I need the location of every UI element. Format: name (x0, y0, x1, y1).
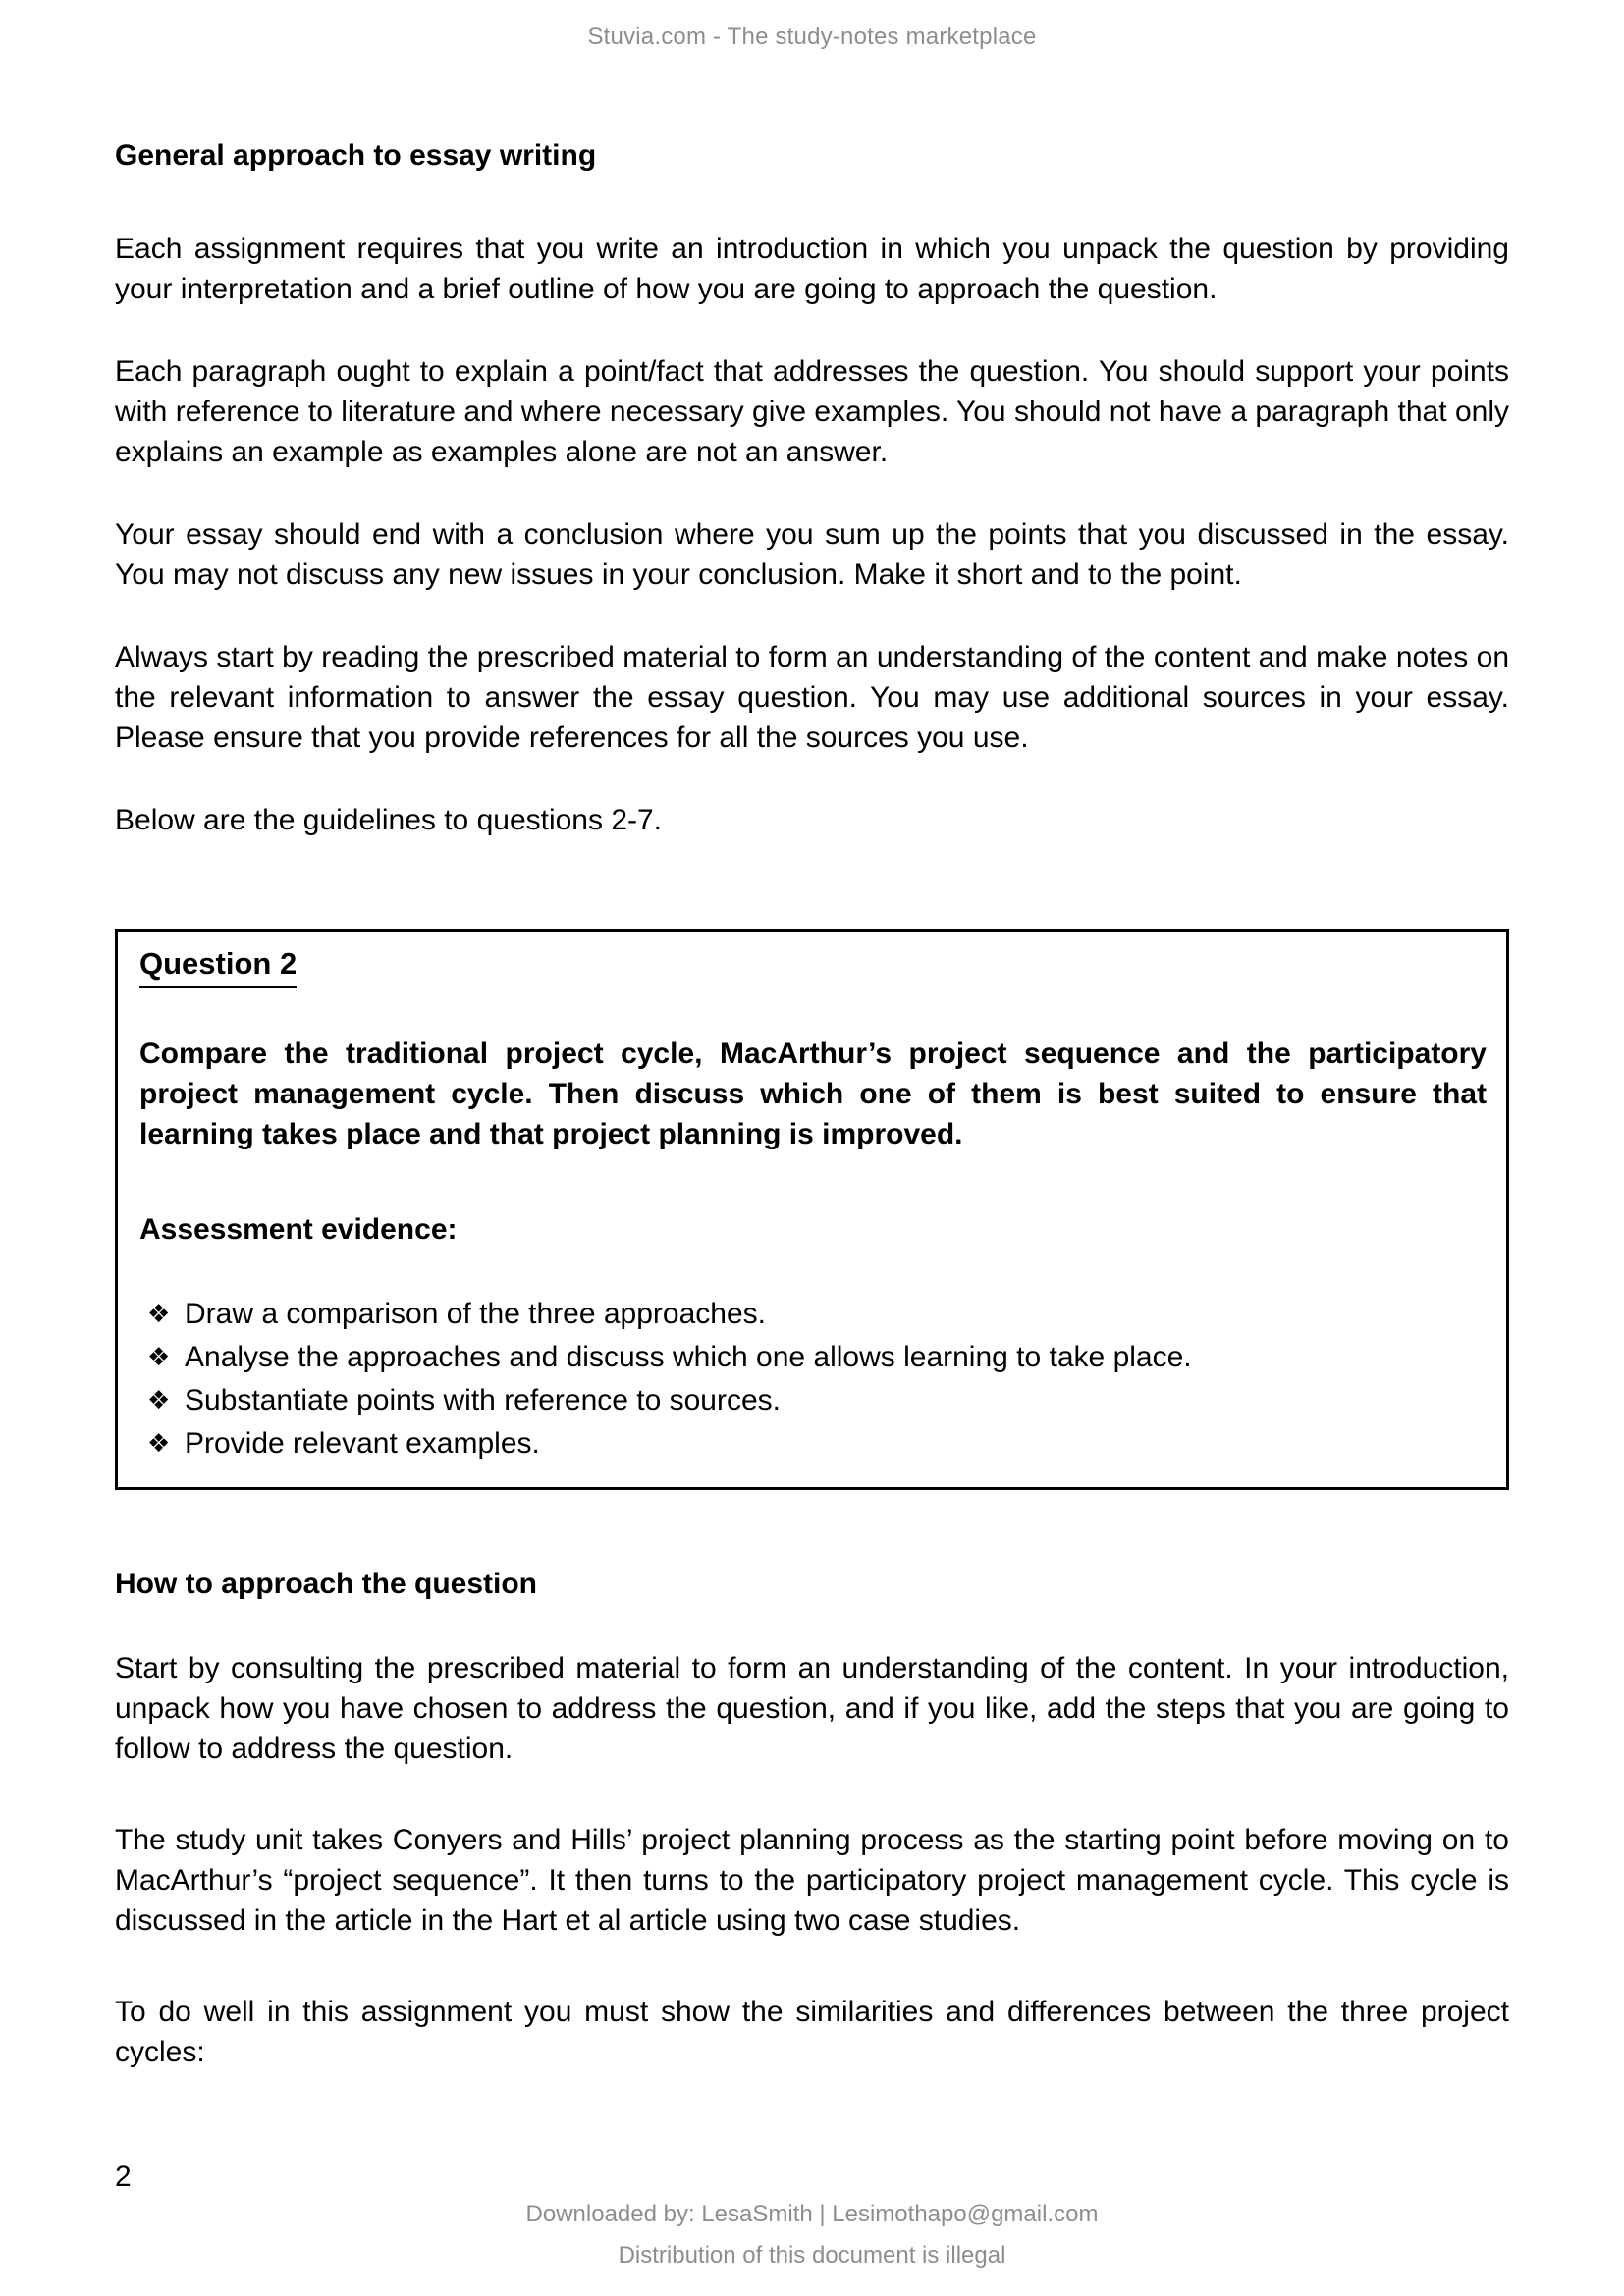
evidence-item-text: Provide relevant examples. (185, 1427, 540, 1460)
intro-paragraph: Below are the guidelines to questions 2-7. (115, 804, 663, 836)
question-title-row (139, 945, 1487, 988)
distribution-warning-line: Distribution of this document is illegal (618, 2242, 1006, 2269)
site-watermark-header: Stuvia.com - The study-notes marketplace (587, 24, 1037, 50)
diamond-bullet-icon: ❖ (147, 1300, 171, 1329)
downloaded-by-line: Downloaded by: LesaSmith | Lesimothapo@gmail.com (525, 2201, 1099, 2227)
intro-paragraph: Always start by reading the prescribed material to form an understanding of the content and make notes on the relevant information to answer the essay question. You may use additional sources in your essay. Please ensure that you provide references for all the sources you use. (115, 641, 1509, 754)
how-to-paragraph: The study unit takes Conyers and Hills’ project planning process as the starting point before moving on to MacArthur’s “project sequence”. It then turns to the participatory project management cycle. This cycle is discussed in the article in the Hart et al article using two case studies. (115, 1824, 1509, 1937)
evidence-list-item (139, 1422, 1487, 1466)
evidence-list-item (139, 1336, 1487, 1379)
intro-paragraph: Each assignment requires that you write an introduction in which you unpack the question by providing your interpretation and a brief outline of how you are going to approach the question. (115, 233, 1509, 305)
intro-paragraph: Your essay should end with a conclusion where you sum up the points that you discussed in the essay. You may not discuss any new issues in your conclusion. Make it short and to the point. (115, 518, 1509, 591)
page-footer (0, 2201, 1624, 2269)
evidence-item-text: Substantiate points with reference to sources. (185, 1384, 782, 1416)
diamond-bullet-icon: ❖ (147, 1343, 171, 1372)
how-to-paragraph: Start by consulting the prescribed material to form an understanding of the content. In your introduction, unpack how you have chosen to address the question, and if you like, add the steps that you are going to follow to address the question. (115, 1652, 1509, 1765)
assessment-evidence-list (139, 1293, 1487, 1466)
diamond-bullet-icon: ❖ (147, 1429, 171, 1459)
evidence-list-item (139, 1379, 1487, 1422)
page-title: General approach to essay writing (115, 139, 597, 172)
document-content (115, 135, 1509, 2072)
evidence-item-text: Draw a comparison of the three approaches. (185, 1298, 766, 1330)
intro-paragraph: Each paragraph ought to explain a point/fact that addresses the question. You should support your points with reference to literature and where necessary give examples. You should not have a paragraph that only explains an example as examples alone are not an answer. (115, 355, 1509, 468)
evidence-item-text: Analyse the approaches and discuss which one allows learning to take place. (185, 1341, 1192, 1373)
evidence-list-item (139, 1293, 1487, 1336)
how-to-paragraph: To do well in this assignment you must show the similarities and differences between the three project cycles: (115, 1996, 1509, 2068)
assessment-evidence-heading: Assessment evidence: (139, 1213, 458, 1246)
question-title: Question 2 (139, 945, 297, 988)
question-box (115, 929, 1509, 1490)
how-to-approach-heading: How to approach the question (115, 1568, 538, 1600)
diamond-bullet-icon: ❖ (147, 1386, 171, 1415)
page-number: 2 (115, 2161, 132, 2193)
question-prompt: Compare the traditional project cycle, MacArthur’s project sequence and the participatory project management cycle. Then discuss which one of them is best suited to ensure that learning takes place and that project planning is improved. (139, 1038, 1487, 1150)
